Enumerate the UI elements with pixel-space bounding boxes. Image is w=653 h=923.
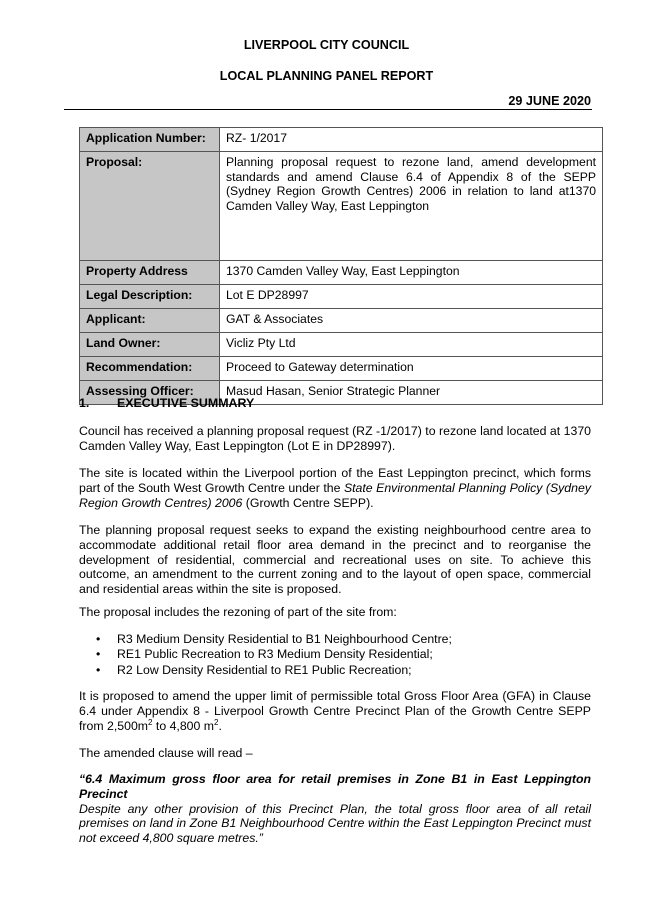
quote-heading: “6.4 Maximum gross floor area for retail premises in Zone B1 in East Leppington Precinct: [79, 772, 591, 801]
bullet-icon: •: [96, 647, 101, 662]
row-value: Proceed to Gateway determination: [220, 357, 603, 381]
table-row: [80, 128, 603, 152]
bullet-icon: •: [96, 662, 101, 677]
list-item: • R3 Medium Density Residential to B1 Neighbourhood Centre;: [96, 632, 452, 646]
list-item: • R2 Low Density Residential to RE1 Public Recreation;: [96, 662, 412, 677]
row-label: Property Address: [80, 261, 220, 285]
amended-clause-quote: [79, 772, 591, 846]
rezoning-list: [79, 632, 591, 678]
row-value: Lot E DP28997: [220, 285, 603, 309]
report-date: 29 JUNE 2020: [508, 94, 591, 108]
row-value: 1370 Camden Valley Way, East Leppington: [220, 261, 603, 285]
paragraph-intro: Council has received a planning proposal request (RZ -1/2017) to rezone land located at 1370 Camden Valley Way, East Leppington (Lot E in DP28997).: [79, 424, 591, 453]
application-summary-table: [79, 127, 603, 405]
row-label: Land Owner:: [80, 333, 220, 357]
section-heading: [79, 396, 254, 410]
row-value: Planning proposal request to rezone land, amend development standards and amend Clause 6.4 of Appendix 8 of the SEPP (Sydney Region Growth Centres) 2006 in relation to land at1370 Camden Valley Way, East Leppington: [220, 152, 603, 261]
row-label: Assessing Officer:: [80, 381, 220, 405]
council-name: LIVERPOOL CITY COUNCIL: [243, 38, 410, 52]
table-row: [80, 309, 603, 333]
list-item: • RE1 Public Recreation to R3 Medium Density Residential;: [96, 647, 433, 662]
row-value: Masud Hasan, Senior Strategic Planner: [220, 381, 603, 405]
paragraph-amended-clause-intro: The amended clause will read –: [79, 746, 253, 760]
table-row: [80, 357, 603, 381]
row-label: Application Number:: [80, 128, 220, 152]
table-row: [80, 285, 603, 309]
section-title: EXECUTIVE SUMMARY: [117, 396, 255, 410]
row-label: Applicant:: [80, 309, 220, 333]
quote-body: Despite any other provision of this Precinct Plan, the total gross floor area of all retail premises on land in Zone B1 Neighbourhood Centre within the East Leppington Precinct must not exceed 4,800 square metres.”: [79, 801, 591, 846]
table-row: [80, 152, 603, 261]
table-row: [80, 333, 603, 357]
row-label: Recommendation:: [80, 357, 220, 381]
paragraph-site-location: The site is located within the Liverpool portion of the East Leppington precinct, which forms part of the South West Growth Centre under the State Environmental Planning Policy (Sydney Region Growth Centres) 2006 (Growth Centre SEPP).: [79, 466, 591, 510]
paragraph-gfa-amendment: It is proposed to amend the upper limit of permissible total Gross Floor Area (GFA) in Clause 6.4 under Appendix 8 - Liverpool Growth Centre Precinct Plan of the Growth Centre SEPP from $2,500m^2$ to 4,800 $m^2$.: [79, 689, 591, 733]
table-row: [80, 261, 603, 285]
sepp-title: State Environmental Planning Policy (Sydney Region Growth Centres) 2006: [79, 480, 591, 510]
bullet-icon: •: [96, 632, 101, 646]
row-value: RZ- 1/2017: [220, 128, 603, 152]
paragraph-proposal-purpose: The planning proposal request seeks to expand the existing neighbourhood centre area to accommodate additional retail floor area demand in the precinct and to reorganise the development of residential, commercial and recreational uses on site. To achieve this outcome, an amendment to the current zoning and to the layout of open space, commercial and residential areas within the site is proposed.: [79, 523, 591, 597]
row-label: Legal Description:: [80, 285, 220, 309]
section-number: 1.: [79, 396, 90, 410]
paragraph-rezoning-intro: The proposal includes the rezoning of part of the site from:: [79, 605, 397, 619]
header-rule: [64, 109, 592, 110]
row-value: GAT & Associates: [220, 309, 603, 333]
row-value: Vicliz Pty Ltd: [220, 333, 603, 357]
row-label: Proposal:: [80, 152, 220, 261]
report-title: LOCAL PLANNING PANEL REPORT: [219, 69, 434, 83]
